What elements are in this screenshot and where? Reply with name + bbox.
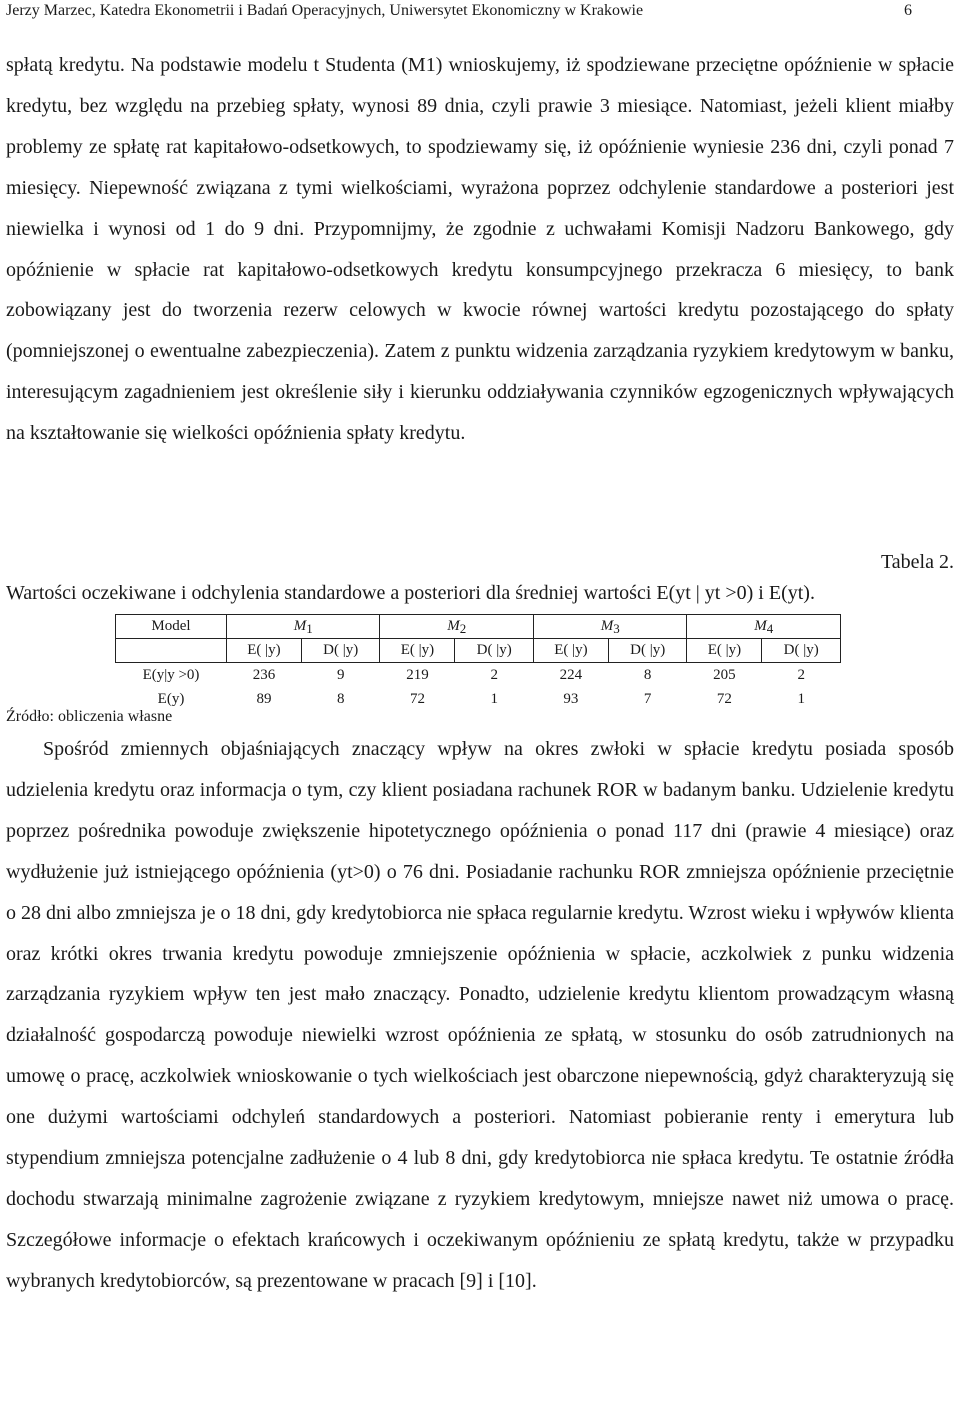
table-row — [116, 663, 841, 688]
table-header-row — [116, 615, 841, 639]
header-model-4: $M_4$ — [687, 615, 841, 639]
paragraph-1-text: spłatą kredytu. Na podstawie modelu t Studenta (M1) wnioskujemy, iż spodziewane przeciętne opóźnienie w spłacie kredytu, bez względu na przebieg spłaty, wynosi 89 dnia, czyli prawie 3 miesiące. Natomiast, jeżeli klient miałby problemy ze spłatę rat kapitałowo-odsetkowych, to spodziewamy się, iż opóźnienie wyniesie 236 dni, czyli ponad 7 miesięcy. Niepewność związana z tymi wielkościami, wyrażona poprzez odchylenie standardowe a posteriori jest niewielka i wynosi od 1 do 9 dni. Przypomnijmy, że zgodnie z uchwałami Komisji Nadzoru Bankowego, gdy opóźnienie w spłacie rat kapitałowo-odsetkowych kredytu konsumpcyjnego przekracza 6 miesięcy, to bank zobowiązany jest do tworzenia rezerw celowych w kwocie równej wartości kredytu pozostającego do spłaty (pomniejszonej o ewentualne zabezpieczenia). Zatem z punktu widzenia zarządzania ryzykiem kredytowym w banku, interesującym zagadnieniem jest określenie siły i kierunku oddziaływania czynników egzogenicznych wpływających na kształtowanie się wielkości opóźnienia spłaty kredytu. — [6, 54, 954, 445]
table-row — [116, 687, 841, 711]
table-cell: 236 — [227, 663, 302, 688]
table-cell: 224 — [533, 663, 608, 688]
row-label: E(y) — [157, 690, 185, 707]
table-number: Tabela 2. — [880, 551, 954, 573]
paragraph-1 — [6, 45, 954, 454]
table-cell: 72 — [716, 690, 732, 707]
table-source: Źródło: obliczenia własne — [6, 708, 173, 725]
header-model-1: $M_1$ — [227, 615, 380, 639]
header-model: Model — [116, 615, 227, 639]
subheader-cell: E( |y) — [533, 639, 608, 663]
table-cell: 93 — [563, 690, 579, 707]
row-label: E(y|y >0) — [116, 663, 227, 688]
subheader-cell: E( |y) — [380, 639, 455, 663]
subheader-cell: D( |y) — [762, 639, 841, 663]
header-model-2: $M_2$ — [380, 615, 533, 639]
subheader-blank — [116, 639, 227, 663]
table-cell: 8 — [336, 690, 345, 707]
header-model-3: $M_3$ — [533, 615, 686, 639]
table-cell: 1 — [797, 690, 805, 707]
table-cell: 89 — [256, 690, 272, 707]
table-cell: 205 — [687, 663, 762, 688]
subheader-cell: E( |y) — [687, 639, 762, 663]
table-cell: 72 — [409, 690, 425, 707]
table-cell: 8 — [608, 663, 687, 688]
table-cell: 2 — [762, 663, 841, 688]
paragraph-2-text: Spośród zmiennych objaśniających znaczący wpływ na okres zwłoki w spłacie kredytu posiada sposób udzielenia kredytu oraz informacja o tym, czy klient posiadana rachunek ROR w badanym banku. Udzielenie kredytu poprzez pośrednika powoduje zwiększenie hipotetycznego opóźnienia o ponad 117 dni (prawie 4 miesiące) oraz wydłużenie już istniejącego opóźnienia (yt>0) o 76 dni. Posiadanie rachunku ROR zmniejsza opóźnienie przeciętnie o 28 dni albo zmniejsza je o 18 dni, gdy kredytobiorca nie spłaca regularnie kredytu. Wzrost wieku i wpływów klienta oraz krótki okres trwania kredytu powoduje zmniejszenie opóźnienia w spłacie, aczkolwiek z punku widzenia zarządzania ryzykiem wpływ ten jest mało znaczący. Ponadto, udzielenie kredytu klientom prowadzącym własną działalność gospodarczą powoduje niewielki wzrost opóźnienia ze spłatą, w stosunku do osób zatrudnionych na umowę o pracę, aczkolwiek wnioskowanie o tych wielkościach jest obarczone niepewnością, gdyż charakteryzują się one dużymi wartościami odchyleń standardowych a posteriori. Natomiast pobieranie renty i emerytura lub stypendium zmniejsza potencjalne zadłużenie o 4 lub 8 dni, gdy kredytobiorca nie spłaca kredytu. Te ostatnie źródła dochodu stwarzają minimalne zagrożenie związane z ryzykiem kredytowym, mniejsze nawet niż umowa o pracę. Szczegółowe informacje o efektach krańcowych i oczekiwanym opóźnieniu ze spłatą kredytu, także w przypadku wybranych kredytobiorców, są prezentowane w pracach [9] i [10]. — [6, 738, 954, 1292]
subheader-cell: E( |y) — [227, 639, 302, 663]
table-cell: 219 — [380, 663, 455, 688]
results-table — [115, 614, 841, 711]
subheader-cell: D( |y) — [301, 639, 380, 663]
subheader-cell: D( |y) — [608, 639, 687, 663]
table-cell: 7 — [643, 690, 652, 707]
table-subheader-row — [116, 639, 841, 663]
table-cell: 1 — [490, 690, 498, 707]
table-caption: Wartości oczekiwane i odchylenia standardowe a posteriori dla średniej wartości E(yt | yt >0) i E(yt). — [6, 582, 815, 604]
page-number: 6 — [904, 2, 912, 19]
table-cell: 9 — [301, 663, 380, 688]
header-text: Jerzy Marzec, Katedra Ekonometrii i Badań Operacyjnych, Uniwersytet Ekonomiczny w Krakowie — [6, 2, 644, 19]
paragraph-2 — [6, 729, 954, 1302]
subheader-cell: D( |y) — [455, 639, 534, 663]
table-cell: 2 — [455, 663, 534, 688]
running-header — [6, 0, 912, 22]
